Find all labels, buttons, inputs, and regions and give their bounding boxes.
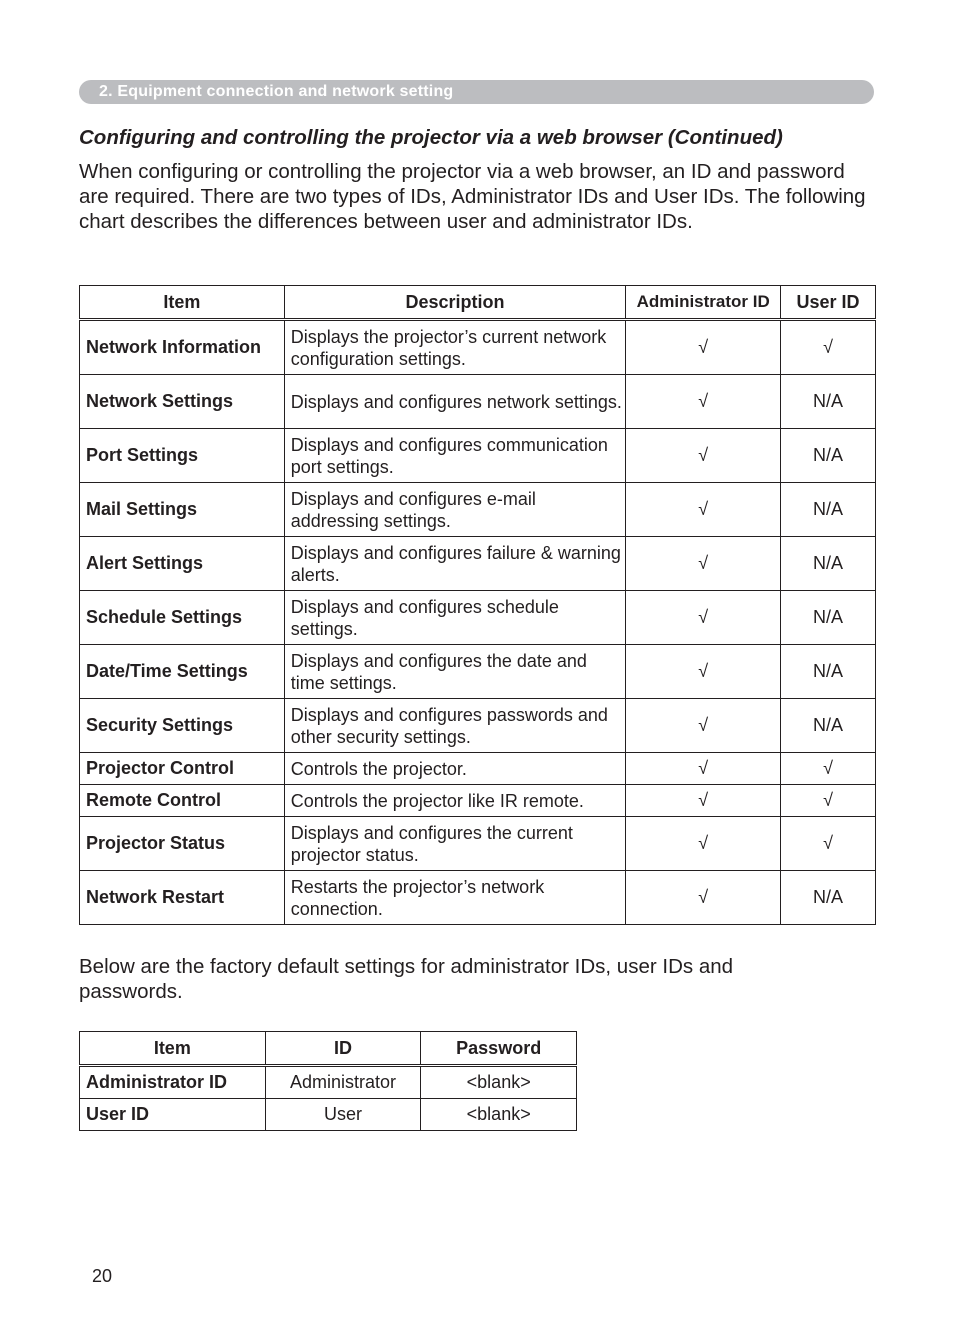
row-description: Restarts the projector’s network connection. (284, 871, 625, 925)
row-id: Administrator (265, 1066, 421, 1099)
row-user-access: N/A (781, 375, 876, 429)
row-user-access: N/A (781, 699, 876, 753)
row-item: Port Settings (80, 429, 285, 483)
column-header-description: Description (284, 286, 625, 320)
row-description: Displays and configures failure & warning alerts. (284, 537, 625, 591)
row-user-access: N/A (781, 537, 876, 591)
table-header-row (80, 1032, 577, 1066)
table-row (80, 1099, 577, 1131)
section-title: 2. Equipment connection and network setting (99, 83, 454, 100)
row-user-access: √ (781, 817, 876, 871)
row-description: Displays and configures the date and time settings. (284, 645, 625, 699)
row-item: Network Information (80, 320, 285, 375)
row-item: Alert Settings (80, 537, 285, 591)
table-row (80, 871, 876, 925)
row-admin-access: √ (626, 645, 781, 699)
column-header-administrator-id: Administrator ID (626, 286, 781, 320)
table-row (80, 591, 876, 645)
row-item: Date/Time Settings (80, 645, 285, 699)
row-item: Network Restart (80, 871, 285, 925)
row-admin-access: √ (626, 817, 781, 871)
row-item: Security Settings (80, 699, 285, 753)
column-header-id: ID (265, 1032, 421, 1066)
table-row (80, 537, 876, 591)
row-admin-access: √ (626, 375, 781, 429)
row-item: Schedule Settings (80, 591, 285, 645)
row-user-access: √ (781, 320, 876, 375)
intro-paragraph: When configuring or controlling the projector via a web browser, an ID and password are required. There are two types of IDs, Administrator IDs and User IDs. The following chart describes the differences between user and administrator IDs. (79, 160, 866, 233)
table-row (80, 429, 876, 483)
column-header-item: Item (80, 286, 285, 320)
table-row (80, 483, 876, 537)
row-user-access: √ (781, 785, 876, 817)
section-header-bar (79, 80, 874, 104)
row-description: Controls the projector. (284, 753, 625, 785)
row-item: Remote Control (80, 785, 285, 817)
row-description: Displays and configures the current projector status. (284, 817, 625, 871)
row-admin-access: √ (626, 785, 781, 817)
row-item: Mail Settings (80, 483, 285, 537)
table-header-row (80, 286, 876, 320)
table-row (80, 320, 876, 375)
row-admin-access: √ (626, 537, 781, 591)
table-row (80, 1066, 577, 1099)
page-number: 20 (92, 1266, 113, 1286)
row-description: Displays and configures network settings. (284, 375, 625, 429)
table-row (80, 375, 876, 429)
row-description: Displays and configures passwords and other security settings. (284, 699, 625, 753)
row-item: Administrator ID (80, 1066, 266, 1099)
row-admin-access: √ (626, 429, 781, 483)
row-password: <blank> (421, 1066, 577, 1099)
factory-defaults-table (79, 1031, 577, 1131)
defaults-paragraph: Below are the factory default settings for administrator IDs, user IDs and passwords. (79, 955, 734, 1003)
table-row (80, 817, 876, 871)
row-item: Projector Control (80, 753, 285, 785)
row-user-access: N/A (781, 429, 876, 483)
table-row (80, 753, 876, 785)
row-description: Controls the projector like IR remote. (284, 785, 625, 817)
row-item: Network Settings (80, 375, 285, 429)
row-admin-access: √ (626, 871, 781, 925)
row-description: Displays and configures e-mail addressing settings. (284, 483, 625, 537)
id-permissions-table (79, 285, 876, 925)
row-user-access: N/A (781, 483, 876, 537)
row-admin-access: √ (626, 483, 781, 537)
column-header-password: Password (421, 1032, 577, 1066)
row-item: User ID (80, 1099, 266, 1131)
row-user-access: N/A (781, 645, 876, 699)
row-description: Displays the projector’s current network configuration settings. (284, 320, 625, 375)
row-password: <blank> (421, 1099, 577, 1131)
row-admin-access: √ (626, 591, 781, 645)
row-admin-access: √ (626, 320, 781, 375)
table-row (80, 699, 876, 753)
page-heading: Configuring and controlling the projector via a web browser (Continued) (79, 126, 783, 149)
column-header-item: Item (80, 1032, 266, 1066)
row-user-access: N/A (781, 591, 876, 645)
row-description: Displays and configures communication port settings. (284, 429, 625, 483)
row-description: Displays and configures schedule settings. (284, 591, 625, 645)
table-row (80, 785, 876, 817)
row-user-access: N/A (781, 871, 876, 925)
row-admin-access: √ (626, 699, 781, 753)
table-row (80, 645, 876, 699)
column-header-user-id: User ID (781, 286, 876, 320)
row-id: User (265, 1099, 421, 1131)
row-item: Projector Status (80, 817, 285, 871)
row-admin-access: √ (626, 753, 781, 785)
row-user-access: √ (781, 753, 876, 785)
